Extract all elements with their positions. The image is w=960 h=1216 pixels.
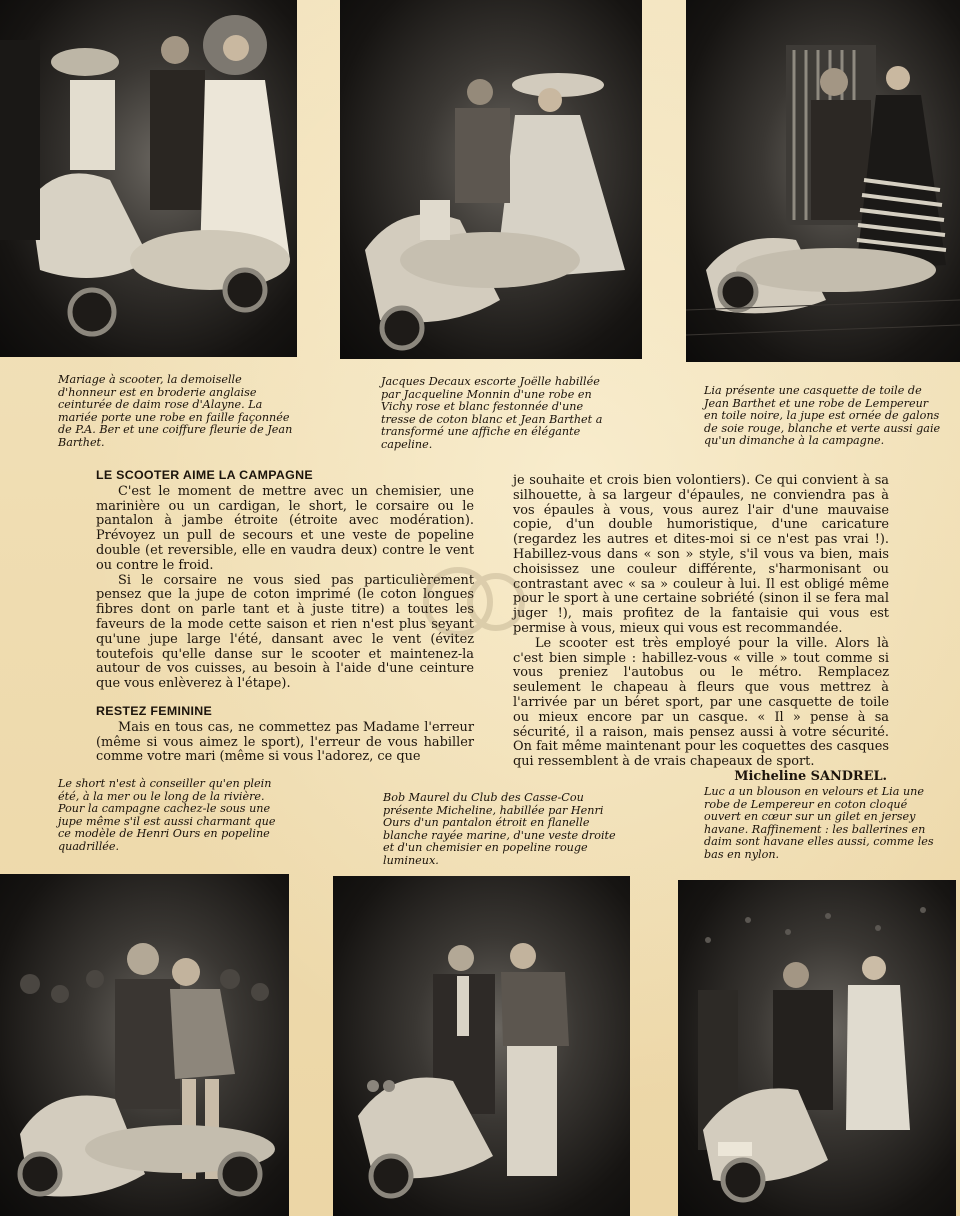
article-column-right [513,474,889,785]
author-signature: Micheline SANDREL. [734,768,887,784]
article-paragraph-2: Si le corsaire ne vous sied pas particulièrement pensez que la jupe de coton imprimé (le coton longues fibres dont on parle tant et à juste titre) a toutes les faveurs de la mode cette saison et rien n'est plus seyant qu'une jupe large l'été, dansant avec le vent (évitez toutefois qu'elle danse sur le scooter et maintenez-la autour de vos cuisses, au besoin à l'aide d'une ceinture que vous enlèverez à l'étape). [96,572,474,692]
heading-le-scooter-aime-la-campagne: LE SCOOTER AIME LA CAMPAGNE [96,468,313,482]
article-paragraph-3: Mais en tous cas, ne commettez pas Madame l'erreur (même si vous aimez le sport), l'erreur de vous habiller comme votre mari (même si vous l'adorez, ce que [96,719,474,765]
article-paragraph-5: Le scooter est très employé pour la ville. Alors là c'est bien simple : habillez-vous « ville » tout comme si vous preniez l'autobus ou le métro. Remplacez seulement le chapeau à fleurs que vous mettrez à l'arrivée par un béret sport, par une casquette de toile ou mieux encore par un casque. « Il » pense à sa sécurité, il a raison, mais pensez aussi à votre sécurité. On fait même maintenant pour les coquettes des casques qui ressemblent à de vrais chapeaux de sport. [513,635,889,770]
caption-bottom-right: Luc a un blouson en velours et Lia une robe de Lempereur en coton cloqué ouvert en cœur sur un gilet en jersey havane. Raffinement : les ballerines en daim sont havane elles aussi, comme les bas en nylon. [704,785,934,861]
photo-bob-maurel-micheline [333,876,630,1216]
article-paragraph-1: C'est le moment de mettre avec un chemisier, une marinière ou un cardigan, le short, le corsaire ou le pantalon à jambe étroite (étroite avec modération). Prévoyez un pull de secours et une veste de popeline double (et reversible, elle en vaudra deux) contre le vent ou contre le froid. [96,483,474,573]
photo-wedding-scooter [0,0,297,357]
article-paragraph-4: je souhaite et crois bien volontiers). Ce qui convient à sa silhouette, à sa largeur d'épaules, ne conviendra pas à vos épaules à vous, vous aurez l'air d'une mauvaise copie, d'un double humoristique, d'une caricature (regardez les autres et dites-moi si ce n'est pas vrai !). Habillez-vous dans « son » style, s'il vous va bien, mais choisissez une couleur différente, s'harmonisant ou contrastant avec « sa » couleur à lui. Il est obligé même pour le sport à une certaine sobriété (sinon il se fera mal juger !), mais profitez de la fantaisie qui vous est permise à vous, mieux qui vous est recommandée. [513,473,889,636]
caption-top-left: Mariage à scooter, la demoiselle d'honneur est en broderie anglaise ceinturée de daim rose d'Alayne. La mariée porte une robe en faille façonnée de P.A. Ber et une coiffure fleurie de Jean Barthet. [58,373,293,449]
caption-top-right: Lia présente une casquette de toile de Jean Barthet et une robe de Lempereur en toile noire, la jupe est ornée de galons de soie rouge, blanche et verte aussi gaie qu'un dimanche à la campagne. [704,384,941,448]
photo-lia-jean-barthet [686,0,960,362]
caption-bottom-left: Le short n'est à conseiller qu'en plein été, à la mer ou le long de la rivière. Pour la campagne cachez-le sous une jupe même s'il est aussi charmant que ce modèle de Henri Ours en popeline quadrillée. [58,777,276,853]
photo-jacques-decaux-joelle [340,0,642,359]
watermark-stamp [418,552,528,652]
photo-short-couple [0,874,289,1216]
heading-restez-feminine: RESTEZ FEMININE [96,703,213,718]
photo-luc-lia [678,880,956,1216]
caption-top-center: Jacques Decaux escorte Joëlle habillée par Jacqueline Monnin d'une robe en Vichy rose et blanc festonnée d'une tresse de coton blanc et Jean Barthet a transformé une affiche en élégante capeline. [381,375,603,451]
caption-bottom-center: Bob Maurel du Club des Casse-Cou présente Micheline, habillée par Henri Ours d'un pantalon étroit en flanelle blanche rayée marine, d'une veste droite et d'un chemisier en popeline rouge lumineux. [383,791,616,867]
